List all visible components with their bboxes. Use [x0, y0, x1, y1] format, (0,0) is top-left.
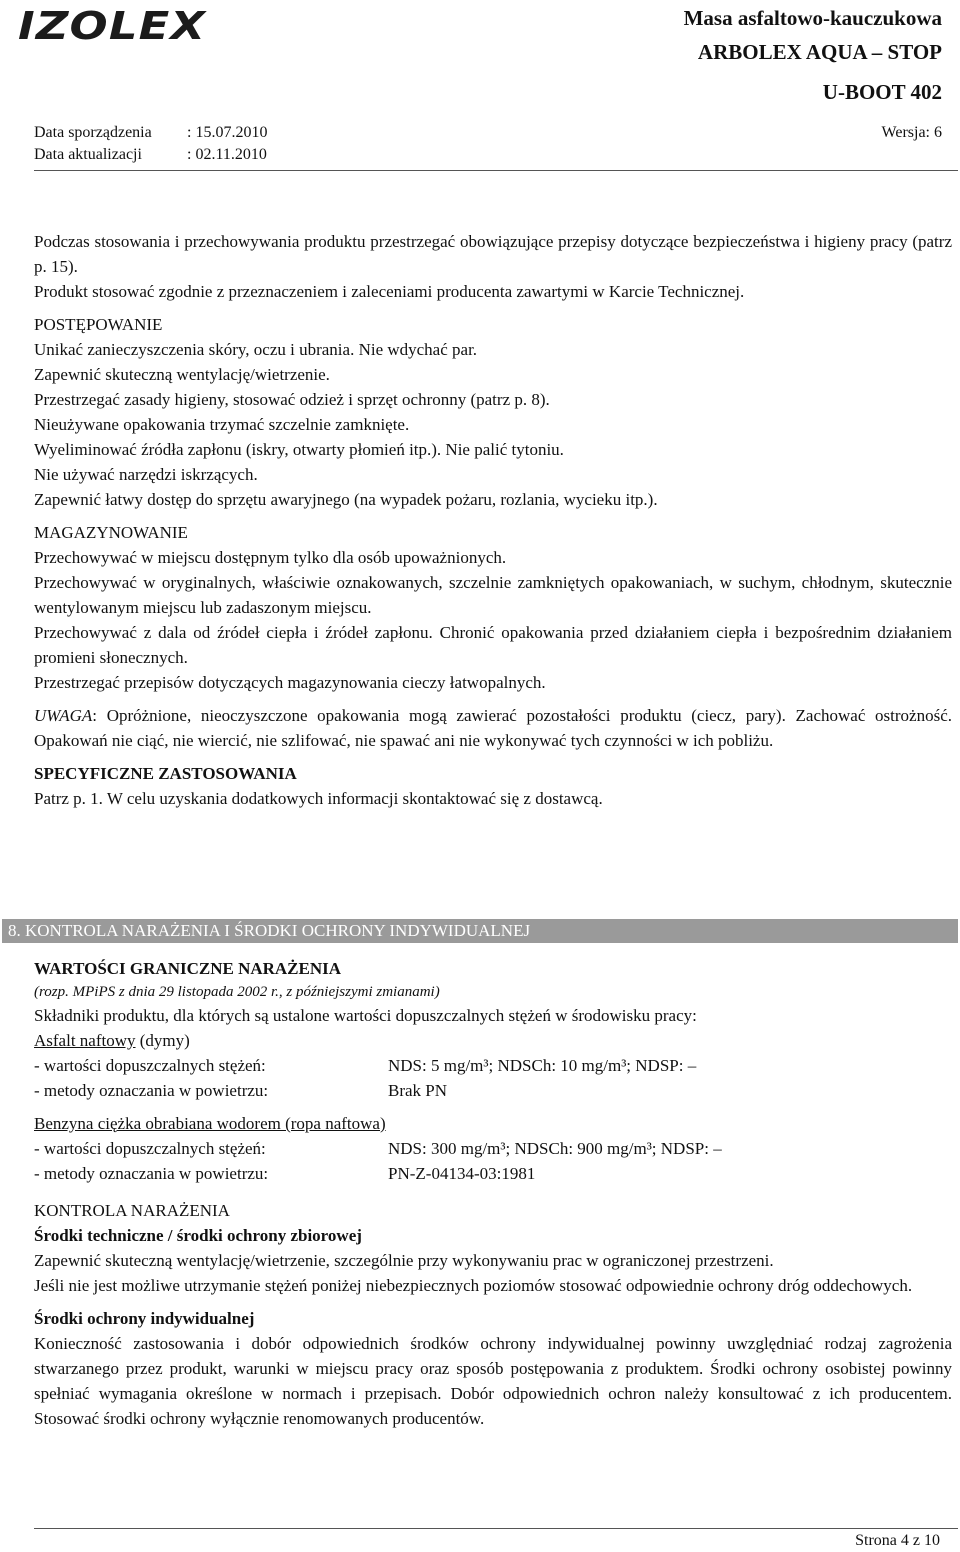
substance-row-label: - metody oznaczania w powietrzu: — [34, 1164, 269, 1183]
postepowanie-line: Przestrzegać zasady higieny, stosować odzież i sprzęt ochronny (patrz p. 8). — [34, 390, 550, 409]
uwaga-note — [34, 703, 952, 753]
substance-name-text: Benzyna ciężka obrabiana wodorem (ropa naftowa) — [34, 1114, 386, 1133]
postepowanie-line: Wyeliminować źródła zapłonu (iskry, otwarty płomień itp.). Nie palić tytoniu. — [34, 440, 564, 459]
substance-name — [34, 1028, 952, 1053]
footer-divider — [34, 1528, 958, 1529]
substance-name — [34, 1111, 952, 1136]
postepowanie-line: Zapewnić łatwy dostęp do sprzętu awaryjnego (na wypadek pożaru, rozlania, wycieku itp.). — [34, 490, 658, 509]
created-date — [34, 124, 267, 142]
substance-row-label: - wartości dopuszczalnych stężeń: — [34, 1139, 266, 1158]
intro-paragraph-1: Podczas stosowania i przechowywania produktu przestrzegać obowiązujące przepisy dotyczące bezpieczeństwa i higieny pracy (patrz p. 15). — [34, 232, 952, 276]
updated-value: : 02.11.2010 — [187, 146, 267, 163]
substance-row-value: PN-Z-04134-03:1981 — [388, 1164, 536, 1183]
limits-intro: Składniki produktu, dla których są ustalone wartości dopuszczalnych stężeń w środowisku pracy: — [34, 1006, 697, 1025]
substance-row — [34, 1136, 952, 1161]
substance-row — [34, 1161, 952, 1186]
uwaga-text: : Opróżnione, nieoczyszczone opakowania mogą zawierać pozostałości produktu (ciecz, pary). Zachować ostrożność. Opakowań nie ciąć, nie wiercić, nie szlifować, nie spawać ani nie wykonywać tych czynności w ich pobliżu. — [34, 706, 952, 750]
uwaga-label: UWAGA — [34, 706, 93, 725]
magazynowanie-line: Przechowywać w miejscu dostępnym tylko dla osób upoważnionych. — [34, 548, 507, 567]
postepowanie-line: Unikać zanieczyszczenia skóry, oczu i ubrania. Nie wdychać par. — [34, 340, 478, 359]
individual-protection-title: Środki ochrony indywidualnej — [34, 1309, 255, 1328]
substance-row-label: - wartości dopuszczalnych stężeń: — [34, 1056, 266, 1075]
limits-reference: (rozp. MPiPS z dnia 29 listopada 2002 r., z późniejszymi zmianami) — [34, 984, 440, 1000]
updated-label: Data aktualizacji — [34, 146, 142, 163]
tech-measures-paragraph-2: Jeśli nie jest możliwe utrzymanie stężeń poniżej niebezpiecznych poziomów stosować odpowiednie ochrony dróg oddechowych. — [34, 1276, 913, 1295]
magazynowanie-line: Przechowywać z dala od źródeł ciepła i źródeł zapłonu. Chronić opakowania przed działaniem ciepła i bezpośrednim działaniem promieni słonecznych. — [34, 623, 952, 667]
tech-measures-paragraph-1: Zapewnić skuteczną wentylację/wietrzenie, szczególnie przy wykonywaniu prac w ograniczonej przestrzeni. — [34, 1251, 774, 1270]
substance-row — [34, 1053, 952, 1078]
substance-row-value: NDS: 5 mg/m³; NDSCh: 10 mg/m³; NDSP: – — [388, 1056, 697, 1075]
substance-row-value: NDS: 300 mg/m³; NDSCh: 900 mg/m³; NDSP: – — [388, 1139, 722, 1158]
substance-name-suffix: (dymy) — [135, 1031, 190, 1050]
page-number: Strona 4 z 10 — [855, 1532, 940, 1549]
tech-measures-title: Środki techniczne / środki ochrony zbiorowej — [34, 1226, 362, 1245]
created-label: Data sporządzenia — [34, 124, 152, 141]
individual-protection-paragraph: Konieczność zastosowania i dobór odpowiednich środków ochrony indywidualnej powinny uwzględniać rodzaj zagrożenia stwarzanego przez produkt, warunki w miejscu pracy oraz sposób postępowania z produktem. Środki ochrony osobistej powinny spełniać wymagania określone w normach i przepisach. Dobór odpowiednich ochron należy konsultować z ich producentem. Stosować środki ochrony wyłącznie renomowanych producentów. — [34, 1334, 952, 1428]
product-line-3: U-BOOT 402 — [822, 80, 942, 104]
specyficzne-title: SPECYFICZNE ZASTOSOWANIA — [34, 764, 297, 783]
updated-date — [34, 146, 267, 164]
magazynowanie-line: Przechowywać w oryginalnych, właściwie oznakowanych, szczelnie zamkniętych opakowaniach, w suchym, chłodnym, skutecznie wentylowanym miejscu lub zadaszonym miejscu. — [34, 573, 952, 617]
section8-content — [34, 956, 952, 1431]
postepowanie-title: POSTĘPOWANIE — [34, 315, 163, 334]
section7-content — [34, 229, 952, 811]
postepowanie-line: Nie używać narzędzi iskrzących. — [34, 465, 258, 484]
control-title: KONTROLA NARAŻENIA — [34, 1201, 230, 1220]
substance-row — [34, 1078, 952, 1103]
specyficzne-text: Patrz p. 1. W celu uzyskania dodatkowych informacji skontaktować się z dostawcą. — [34, 789, 603, 808]
product-line-1: Masa asfaltowo-kauczukowa — [683, 6, 942, 30]
product-line-2: ARBOLEX AQUA – STOP — [697, 40, 942, 64]
limits-title: WARTOŚCI GRANICZNE NARAŻENIA — [34, 959, 342, 978]
intro-paragraph-2: Produkt stosować zgodnie z przeznaczeniem i zaleceniami producenta zawartymi w Karcie Technicznej. — [34, 282, 745, 301]
postepowanie-line: Nieużywane opakowania trzymać szczelnie zamknięte. — [34, 415, 410, 434]
company-logo: IZOLEX — [18, 4, 207, 48]
version-label: Wersja: 6 — [881, 124, 942, 141]
magazynowanie-title: MAGAZYNOWANIE — [34, 523, 188, 542]
substance-row-label: - metody oznaczania w powietrzu: — [34, 1081, 269, 1100]
section8-header-bar: 8. KONTROLA NARAŻENIA I ŚRODKI OCHRONY INDYWIDUALNEJ — [2, 919, 958, 943]
magazynowanie-line: Przestrzegać przepisów dotyczących magazynowania cieczy łatwopalnych. — [34, 673, 546, 692]
postepowanie-line: Zapewnić skuteczną wentylację/wietrzenie. — [34, 365, 330, 384]
created-value: : 15.07.2010 — [187, 124, 268, 141]
header-divider — [34, 170, 958, 171]
substance-name-text: Asfalt naftowy — [34, 1031, 136, 1050]
substance-row-value: Brak PN — [388, 1081, 448, 1100]
